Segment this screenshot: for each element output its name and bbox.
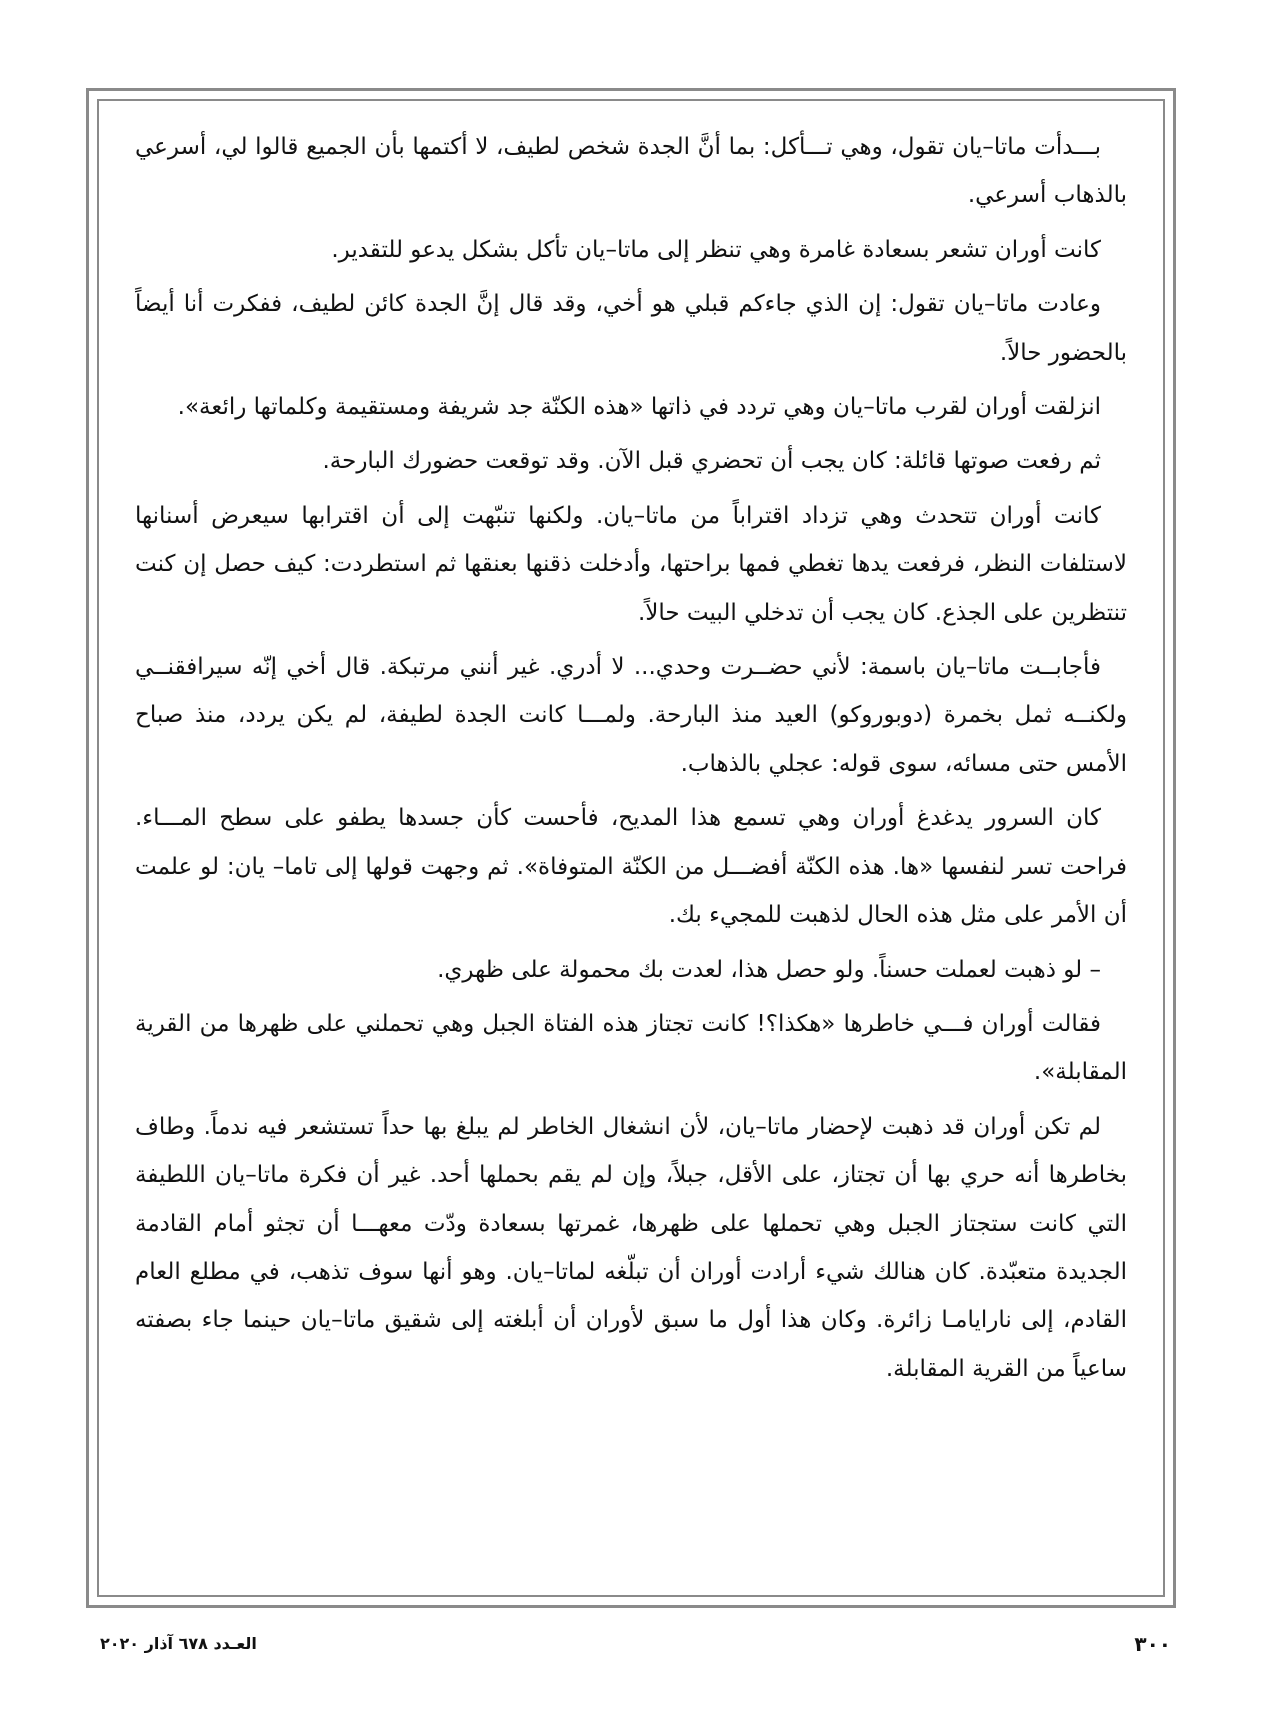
paragraph: فأجابــت ماتا–يان باسمة: لأني حضــرت وحدي... لا أدري. غير أنني مرتبكة. قال أخي إنّه سيرافقنــي ولكنــه ثمل بخمرة (دوبوروكو) العيد منذ البارحة. ولمـــا كانت الجدة لطيفة، لم يكن يردد، منذ صباح الأمس حتى مسائه، سوى قوله: عجلي بالذهاب. [135,654,1127,777]
paragraph: كان السرور يدغدغ أوران وهي تسمع هذا المديح، فأحست كأن جسدها يطفو على سطح المـــاء. فراحت تسر لنفسها «ها. هذه الكنّة أفضـــل من الكنّة المتوفاة». ثم وجهت قولها إلى تاما– يان: لو علمت أن الأمر على مثل هذه الحال لذهبت للمجيء بك. [135,805,1127,929]
page-frame-inner [97,99,1165,1597]
paragraph: كانت أوران تشعر بسعادة غامرة وهي تنظر إلى ماتا–يان تأكل بشكل يدعو للتقدير. [331,236,1101,263]
dialogue-line: – لو ذهبت لعملت حسناً. ولو حصل هذا، لعدت بك محمولة على ظهري. [437,956,1101,983]
paragraph: بـــدأت ماتا–يان تقول، وهي تـــأكل: بما أنَّ الجدة شخص لطيف، لا أكتمها بأن الجميع قالوا لي، أسرعي بالذهاب أسرعي. [135,134,1127,209]
paragraph: كانت أوران تتحدث وهي تزداد اقتراباً من ماتا–يان. ولكنها تنبّهت إلى أن اقترابها سيعرض أسنانها لاستلفات النظر، فرفعت يدها تغطي فمها براحتها، وأدخلت ذقنها بعنقها ثم استطردت: كيف حصل إن كنت تنتظرين على الجذع. كان يجب أن تدخلي البيت حالاً. [135,502,1127,626]
paragraph: انزلقت أوران لقرب ماتا–يان وهي تردد في ذاتها «هذه الكنّة جد شريفة ومستقيمة وكلماتها رائعة». [177,394,1101,421]
article-body [135,123,1127,1393]
page-footer [100,1632,1171,1662]
paragraph: لم تكن أوران قد ذهبت لإحضار ماتا–يان، لأن انشغال الخاطر لم يبلغ بها حداً تستشعر فيه ندماً. وطاف بخاطرها أنه حري بها أن تجتاز، على الأقل، جبلاً، وإن لم يقم بحملها أحد. غير أن فكرة ماتا–يان اللطيفة التي كانت ستجتاز الجبل وهي تحملها على ظهرها، غمرتها بسعادة ودّت معهـــا أن تجثو أمام القادمة الجديدة متعبّدة. كان هنالك شيء أرادت أوران أن تبلّغه لماتا–يان. وهو أنها سوف تذهب، في مطلع العام القادم، إلى نارايامـا زائرة. وكان هذا أول ما سبق لأوران أن أبلغته إلى شقيق ماتا–يان حينما جاء بصفته ساعياً من القرية المقابلة. [135,1113,1127,1382]
page-number: ٣٠٠ [1134,1632,1171,1656]
paragraph: وعادت ماتا–يان تقول: إن الذي جاءكم قبلي هو أخي، وقد قال إنَّ الجدة كائن لطيف، ففكرت أنا أيضاً بالحضور حالاً. [135,291,1127,366]
page-frame-outer [86,88,1176,1608]
issue-info: العـدد ٦٧٨ آذار ٢٠٢٠ [100,1634,257,1653]
paragraph: فقالت أوران فـــي خاطرها «هكذا؟! كانت تجتاز هذه الفتاة الجبل وهي تحملني على ظهرها من القرية المقابلة». [135,1010,1127,1086]
paragraph: ثم رفعت صوتها قائلة: كان يجب أن تحضري قبل الآن. وقد توقعت حضورك البارحة. [322,448,1101,475]
